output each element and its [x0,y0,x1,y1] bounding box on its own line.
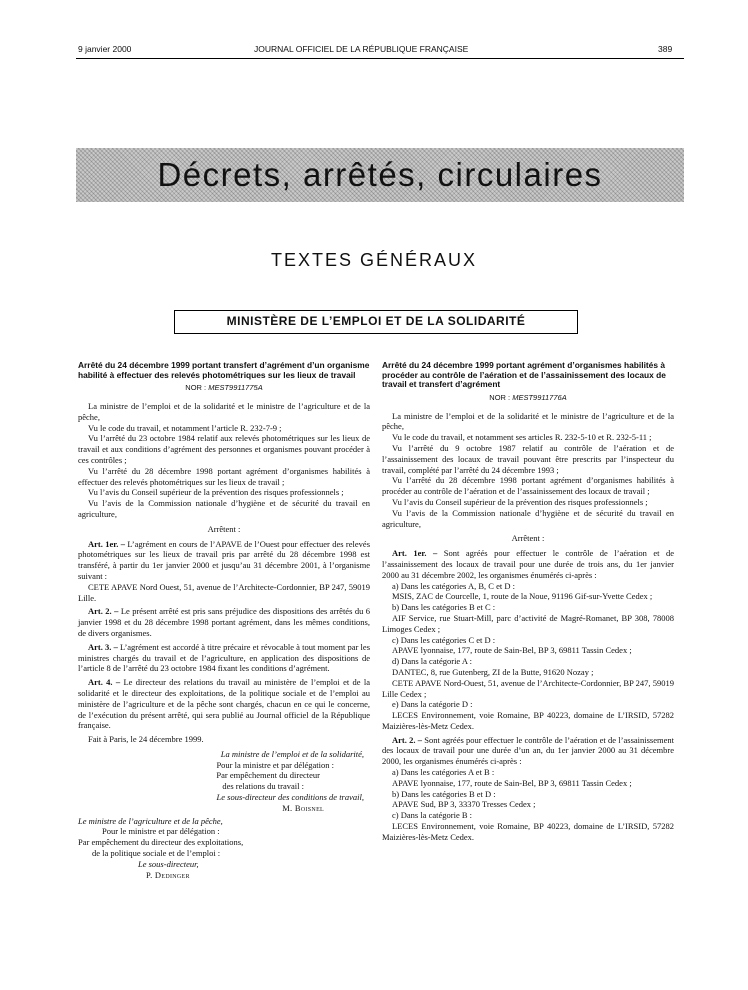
signature-line: Le sous-directeur des conditions de travail, [216,792,364,803]
article-text: L’agrément en cours de l’APAVE de l’Ouest pour effectuer des relevés photométriques sur les lieux de travail pris par arrêté du 28 décembre 1998 est transféré, à partir du 1er janvier 2000 et jusqu’au 31 décembre 2001, à l’organisme suivant : [78,538,371,581]
list-item: DANTEC, 8, rue Gutenberg, ZI de la Butte, 91620 Nozay ; [392,666,594,677]
list-item: b) Dans les catégories B et C : [392,602,496,613]
list-item: c) Dans la catégorie B : [392,810,473,821]
paragraph: Vu l’avis du Conseil supérieur de la prévention des risques professionnels ; [392,496,648,507]
list-item: e) Dans la catégorie D : [392,699,473,710]
signature-line: Par empêchement du directeur [216,770,320,781]
article [78,642,370,674]
left-column [78,361,370,880]
article-label: Art. 2. – [88,606,119,617]
list-item: LECES Environnement, voie Romaine, BP 40223, domaine de L’IRSID, 57282 Maizières-lès-Metz Cedex. [382,821,674,842]
paragraph: Vu l’avis du Conseil supérieur de la prévention des risques professionnels ; [88,487,344,498]
right-column [382,361,674,843]
nor-code: MEST9911776A [512,392,567,402]
signature-line: Le sous-directeur, [138,858,199,869]
banner [76,148,684,202]
article-label: Art. 1er. – [392,548,438,559]
list-item: d) Dans la catégorie A : [392,656,473,667]
article [78,677,370,731]
banner-title: Décrets, arrêtés, circulaires [157,156,603,193]
paragraph: Vu le code du travail, et notamment l’article R. 232-7-9 ; [88,422,282,433]
nor-code: MEST9911775A [208,383,263,393]
paragraph: Vu le code du travail, et notamment ses articles R. 232-5-10 et R. 232-5-11 ; [392,432,652,443]
signature-block [78,816,370,881]
nor-label: NOR : [185,383,207,393]
paragraph: Vu l’arrêté du 9 octobre 1987 relatif au contrôle de l’aération et de l’assainissement des locaux de travail pouvant être prescrits par l’inspecteur du travail, complété par l’arrêté du 24 décembre 1993 ; [382,442,674,475]
header-date: 9 janvier 2000 [78,44,132,54]
list-item: a) Dans les catégories A et B : [392,767,495,778]
article-text: Sont agréés pour effectuer le contrôle de l’aération et de l’assainissement des locaux de travail pour une durée de trois ans, du 1er janvier 2000 au 31 décembre 2002, les organismes énumérés ci-après : [382,548,674,580]
article [78,606,370,638]
signature-block [78,749,370,814]
signature-line: Pour le ministre et par délégation : [102,826,220,837]
signature-line: des relations du travail : [222,781,304,792]
article-label: Art. 3. – [88,641,118,652]
paragraph: Vu l’arrêté du 23 octobre 1984 relatif aux relevés photométriques sur les lieux de travail et aux conditions d’agrément des personnes et organismes pouvant procéder à ces contrôles ; [78,433,370,465]
article-label: Art. 4. – [88,677,121,688]
article-label: Art. 2. – [392,734,422,745]
list-item: AIF Service, rue Stuart-Mill, parc d’activité de Magré-Romanet, BP 308, 78008 Limoges Cedex ; [382,612,674,634]
article-label: Art. 1er. – [88,538,125,549]
paragraph: Vu l’avis de la Commission nationale d’hygiène et de sécurité du travail en agriculture, [382,507,674,529]
article-text: Le présent arrêté est pris sans préjudice des dispositions des arrêtés du 6 janvier 1998 et du 28 décembre 1998 portant agrément, dans les mêmes conditions, de divers organismes. [78,606,371,638]
list-item: CETE APAVE Nord-Ouest, 51, avenue de l’Architecte-Cordonnier, BP 247, 59019 Lille Cedex ; [382,677,674,699]
nor-line [382,393,674,404]
list-item: APAVE lyonnaise, 177, route de Sain-Bel, BP 3, 69811 Tassin Cedex ; [392,645,632,656]
article-text: Le directeur des relations du travail au ministère de l’emploi et de la solidarité et le directeur des exploitations, de la politique sociale et de l’emploi au ministère de l’agriculture et de la pêche sont chargés, chacun en ce qui le concerne, de l’exécution du présent arrêté, qui sera publié au Journal officiel de la République française. [78,677,371,731]
article [382,548,674,580]
arretent: Arrêtent : [511,533,545,544]
decree-title: Arrêté du 24 décembre 1999 portant agrément d’organismes habilités à procéder au contrôle de l’aération et de l’assainissement des locaux de travail et transfert d’agrément [382,360,666,390]
paragraph: CETE APAVE Nord Ouest, 51, avenue de l’Architecte-Cordonnier, BP 247, 59019 Lille. [78,581,370,603]
decree-title: Arrêté du 24 décembre 1999 portant transfert d’agrément d’un organisme habilité à effectuer des relevés photométriques sur les lieux de travail [78,360,370,380]
list-item: APAVE Sud, BP 3, 33370 Tresses Cedex ; [392,799,536,810]
signature-line: Le ministre de l’agriculture et de la pêche, [78,815,223,826]
section-title: TEXTES GÉNÉRAUX [270,250,478,270]
list-item: c) Dans les catégories C et D : [392,634,496,645]
paragraph: La ministre de l’emploi et de la solidarité et le ministre de l’agriculture et de la pêche, [78,400,370,422]
signature-line: de la politique sociale et de l’emploi : [92,848,221,859]
list-item: a) Dans les catégories A, B, C et D : [392,580,515,591]
header-page-number: 389 [658,44,673,54]
paragraph: La ministre de l’emploi et de la solidarité et le ministre de l’agriculture et de la pêche, [382,410,674,432]
article-text: L’agrément est accordé à titre précaire et révocable à tout moment par les ministres chargés du travail et de l’agriculture, en application des dispositions de l’article 8 de l’arrêté du 23 octobre 1984 fixant les conditions d’agrément. [78,641,370,674]
nor-line [78,383,370,394]
signature-line: Pour la ministre et par délégation : [216,759,334,770]
article [382,735,674,767]
ministry-box: MINISTÈRE DE L’EMPLOI ET DE LA SOLIDARITÉ [174,310,578,334]
header-rule [76,58,684,59]
list-item: LECES Environnement, voie Romaine, BP 40223, domaine de L’IRSID, 57282 Maizières-lès-Metz Cedex. [382,710,674,731]
signature-line: Par empêchement du directeur des exploitations, [78,837,244,848]
header-journal: JOURNAL OFFICIEL DE LA RÉPUBLIQUE FRANÇAISE [254,44,469,54]
nor-label: NOR : [489,392,511,402]
arretent: Arrêtent : [207,523,241,534]
paragraph: Vu l’avis de la Commission nationale d’hygiène et de sécurité du travail en agriculture, [78,498,370,519]
paragraph: Vu l’arrêté du 28 décembre 1998 portant agrément d’organismes habilités à effectuer des relevés photométriques sur les lieux de travail ; [78,465,370,487]
fait-line: Fait à Paris, le 24 décembre 1999. [88,734,204,745]
signature-line: La ministre de l’emploi et de la solidarité, [220,748,364,759]
list-item: MSIS, ZAC de Courcelle, 1, route de la Noue, 91196 Gif-sur-Yvette Cedex ; [392,591,653,602]
list-item: APAVE lyonnaise, 177, route de Sain-Bel, BP 3, 69811 Tassin Cedex ; [392,777,632,788]
list-item: b) Dans les catégories B et D : [392,788,496,799]
signature-name: P. Dedinger [146,869,190,880]
signature-name: M. Boisnel [282,802,324,813]
article-text: Sont agréés pour effectuer le contrôle de l’aération et de l’assainissement des locaux de travail pour une durée d’un an, du 1er janvier 2000 au 31 décembre 2000, les organismes énumérés ci-après : [382,734,675,767]
article [78,539,370,582]
paragraph: Vu l’arrêté du 28 décembre 1998 portant agrément d’organismes habilités à procéder au contrôle de l’aération et de l’assainissement des locaux de travail ; [382,475,674,497]
